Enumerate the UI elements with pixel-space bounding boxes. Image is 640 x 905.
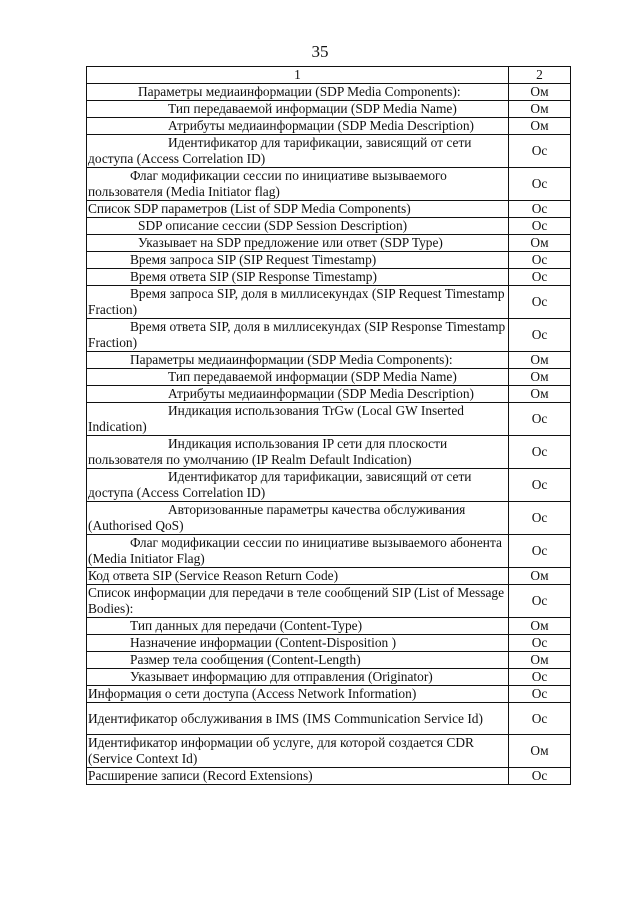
column-header-1: 1 bbox=[87, 67, 509, 84]
parameter-name: Индикация использования IP сети для плоскости пользователя по умолчанию (IP Realm Default Indication) bbox=[87, 436, 509, 469]
parameter-name: Время ответа SIP, доля в миллисекундах (SIP Response Timestamp Fraction) bbox=[87, 319, 509, 352]
table-row bbox=[87, 235, 571, 252]
table-row bbox=[87, 618, 571, 635]
table-row bbox=[87, 252, 571, 269]
table-row bbox=[87, 768, 571, 785]
parameter-value: Ос bbox=[509, 269, 571, 286]
parameter-value: Ос bbox=[509, 469, 571, 502]
table-row bbox=[87, 669, 571, 686]
table-row bbox=[87, 735, 571, 768]
parameter-name: Тип передаваемой информации (SDP Media Name) bbox=[87, 101, 509, 118]
table-row bbox=[87, 84, 571, 101]
table-row bbox=[87, 386, 571, 403]
table-row bbox=[87, 286, 571, 319]
parameter-value: Ос bbox=[509, 535, 571, 568]
table-row bbox=[87, 436, 571, 469]
parameter-value: Ом bbox=[509, 84, 571, 101]
parameter-value: Ос bbox=[509, 403, 571, 436]
parameter-value: Ос bbox=[509, 436, 571, 469]
parameter-name: Время запроса SIP, доля в миллисекундах (SIP Request Timestamp Fraction) bbox=[87, 286, 509, 319]
parameter-value: Ос bbox=[509, 218, 571, 235]
parameter-value: Ос bbox=[509, 768, 571, 785]
table-row bbox=[87, 502, 571, 535]
table-row bbox=[87, 469, 571, 502]
table-row bbox=[87, 118, 571, 135]
parameter-name: Авторизованные параметры качества обслуживания (Authorised QoS) bbox=[87, 502, 509, 535]
parameter-value: Ос bbox=[509, 635, 571, 652]
table-row bbox=[87, 269, 571, 286]
column-header-2: 2 bbox=[509, 67, 571, 84]
parameter-value: Ом bbox=[509, 386, 571, 403]
parameter-name: Список информации для передачи в теле сообщений SIP (List of Message Bodies): bbox=[87, 585, 509, 618]
table-row bbox=[87, 652, 571, 669]
header-row bbox=[87, 67, 571, 84]
parameter-value: Ос bbox=[509, 502, 571, 535]
table-row bbox=[87, 369, 571, 386]
parameters-table bbox=[86, 66, 571, 785]
parameter-value: Ом bbox=[509, 369, 571, 386]
table-row bbox=[87, 319, 571, 352]
parameter-value: Ос bbox=[509, 686, 571, 703]
parameter-name: SDP описание сессии (SDP Session Description) bbox=[87, 218, 509, 235]
parameter-value: Ом bbox=[509, 235, 571, 252]
parameter-name: Размер тела сообщения (Content-Length) bbox=[87, 652, 509, 669]
parameter-name: Указывает на SDP предложение или ответ (SDP Type) bbox=[87, 235, 509, 252]
table-row bbox=[87, 585, 571, 618]
parameter-name: Список SDP параметров (List of SDP Media Components) bbox=[87, 201, 509, 218]
parameter-value: Ос bbox=[509, 319, 571, 352]
parameter-name: Флаг модификации сессии по инициативе вызываемого абонента (Media Initiator Flag) bbox=[87, 535, 509, 568]
parameter-name: Назначение информации (Content-Disposition ) bbox=[87, 635, 509, 652]
parameter-name: Параметры медиаинформации (SDP Media Components): bbox=[87, 352, 509, 369]
parameter-value: Ом bbox=[509, 735, 571, 768]
parameter-name: Указывает информацию для отправления (Originator) bbox=[87, 669, 509, 686]
parameter-name: Время ответа SIP (SIP Response Timestamp) bbox=[87, 269, 509, 286]
parameter-name: Информация о сети доступа (Access Network Information) bbox=[87, 686, 509, 703]
parameter-value: Ос bbox=[509, 703, 571, 735]
parameter-name: Параметры медиаинформации (SDP Media Components): bbox=[87, 84, 509, 101]
parameter-value: Ос bbox=[509, 135, 571, 168]
table-row bbox=[87, 101, 571, 118]
table-row bbox=[87, 135, 571, 168]
parameter-value: Ос bbox=[509, 168, 571, 201]
table-row bbox=[87, 352, 571, 369]
table-row bbox=[87, 201, 571, 218]
parameter-name: Атрибуты медиаинформации (SDP Media Description) bbox=[87, 118, 509, 135]
page-number: 35 bbox=[311, 42, 329, 61]
parameter-value: Ом bbox=[509, 101, 571, 118]
table-row bbox=[87, 703, 571, 735]
parameter-value: Ос bbox=[509, 585, 571, 618]
parameter-value: Ос bbox=[509, 669, 571, 686]
parameter-value: Ос bbox=[509, 252, 571, 269]
parameter-name: Атрибуты медиаинформации (SDP Media Description) bbox=[87, 386, 509, 403]
parameter-value: Ом bbox=[509, 352, 571, 369]
parameter-name: Тип передаваемой информации (SDP Media Name) bbox=[87, 369, 509, 386]
table-row bbox=[87, 535, 571, 568]
table-row bbox=[87, 168, 571, 201]
table-row bbox=[87, 686, 571, 703]
parameter-name: Идентификатор информации об услуге, для которой создается CDR (Service Context Id) bbox=[87, 735, 509, 768]
parameter-value: Ом bbox=[509, 568, 571, 585]
parameter-name: Код ответа SIP (Service Reason Return Code) bbox=[87, 568, 509, 585]
table-row bbox=[87, 403, 571, 436]
table-row bbox=[87, 218, 571, 235]
parameter-name: Время запроса SIP (SIP Request Timestamp) bbox=[87, 252, 509, 269]
parameter-name: Флаг модификации сессии по инициативе вызываемого пользователя (Media Initiator flag) bbox=[87, 168, 509, 201]
parameter-value: Ом bbox=[509, 652, 571, 669]
parameter-name: Индикация использования TrGw (Local GW Inserted Indication) bbox=[87, 403, 509, 436]
parameter-value: Ос bbox=[509, 286, 571, 319]
parameter-name: Идентификатор для тарификации, зависящий от сети доступа (Access Correlation ID) bbox=[87, 469, 509, 502]
table-row bbox=[87, 635, 571, 652]
parameter-name: Идентификатор для тарификации, зависящий от сети доступа (Access Correlation ID) bbox=[87, 135, 509, 168]
parameter-name: Расширение записи (Record Extensions) bbox=[87, 768, 509, 785]
table-row bbox=[87, 568, 571, 585]
parameter-name: Идентификатор обслуживания в IMS (IMS Communication Service Id) bbox=[87, 703, 509, 735]
parameter-name: Тип данных для передачи (Content-Type) bbox=[87, 618, 509, 635]
parameter-value: Ом bbox=[509, 618, 571, 635]
parameter-value: Ос bbox=[509, 201, 571, 218]
parameter-value: Ом bbox=[509, 118, 571, 135]
